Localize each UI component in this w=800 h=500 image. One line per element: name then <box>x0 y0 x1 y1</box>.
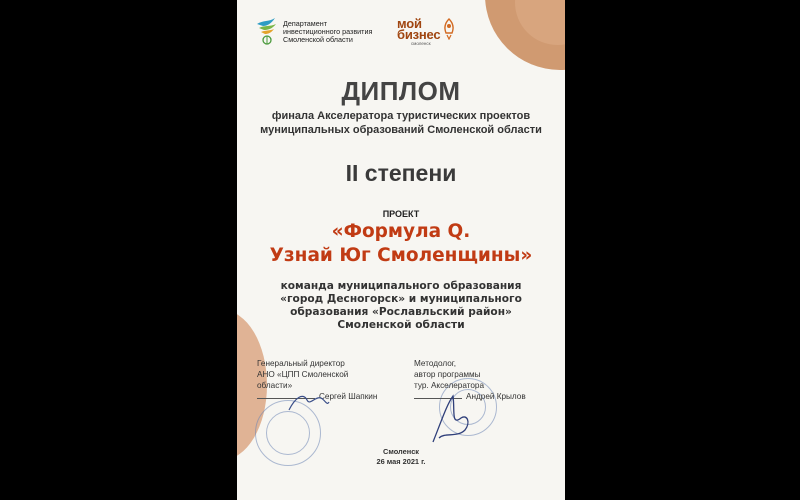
business-logo-word-3: смоленск <box>411 41 431 46</box>
bird-emblem-icon <box>255 16 279 46</box>
department-line-2: инвестиционного развития <box>283 27 373 36</box>
team-line-4: Смоленской области <box>337 319 465 331</box>
rocket-icon <box>442 18 456 40</box>
handwritten-signature-right <box>427 392 477 448</box>
department-line-3: Смоленской области <box>283 35 353 44</box>
project-title-line-2: Узнай Юг Смоленщины» <box>269 245 533 266</box>
footer-date: 26 мая 2021 г. <box>376 457 426 466</box>
left-role-line-1: Генеральный директор <box>257 359 345 368</box>
team-line-3: образования «Рославльский район» <box>290 306 512 318</box>
team-line-2: «город Десногорск» и муниципального <box>280 293 522 305</box>
project-label: ПРОЕКТ <box>382 209 420 219</box>
left-signatory-name: Сергей Шапкин <box>319 392 378 401</box>
right-signatory-name: Андрей Крылов <box>466 392 526 401</box>
right-role-line-2: автор программы <box>414 370 481 379</box>
left-role-line-3: области» <box>257 381 293 390</box>
diploma-sheet <box>237 0 565 500</box>
diploma-subtitle <box>237 109 565 137</box>
team-line-1: команда муниципального образования <box>280 280 522 292</box>
team-description <box>237 280 565 332</box>
subtitle-line-2: муниципальных образований Смоленской области <box>260 124 542 136</box>
footer-place-date <box>237 447 565 467</box>
business-logo-word-2: бизнес <box>397 27 441 42</box>
business-logo-word-1: мой <box>397 16 422 31</box>
department-line-1: Департамент <box>283 19 328 28</box>
subtitle-line-1: финала Акселератора туристических проектов <box>271 110 531 122</box>
right-role-line-3: тур. Акселератора <box>414 381 485 390</box>
left-role-line-2: АНО «ЦПП Смоленской <box>257 370 349 379</box>
department-logo <box>255 16 403 46</box>
handwritten-signature-left <box>285 388 333 418</box>
project-title-line-1: «Формула Q. <box>331 221 471 242</box>
footer-city: Смоленск <box>382 447 420 456</box>
my-business-logo <box>397 18 456 46</box>
diploma-title: ДИПЛОМ <box>341 76 461 106</box>
project-title <box>237 220 565 268</box>
right-role-line-1: Методолог, <box>414 359 457 368</box>
diploma-degree: II степени <box>345 160 457 186</box>
